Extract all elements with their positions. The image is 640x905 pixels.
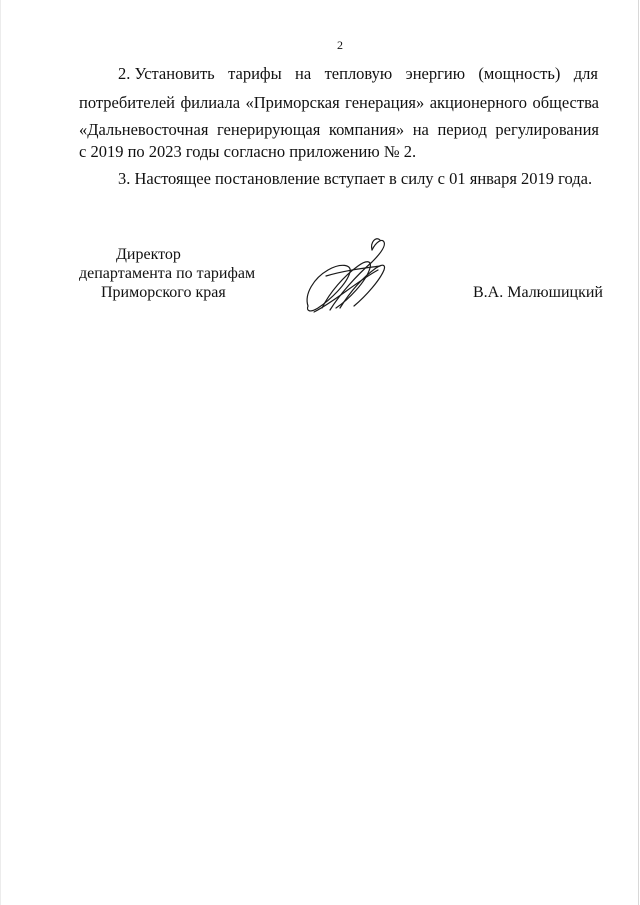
word: генерация» [345,93,425,112]
word: филиала [180,93,241,112]
signatory-title-line-1: Директор [116,246,181,263]
word: энергию [405,64,466,83]
scan-edge-right [638,0,639,905]
item-2-line-2 [79,93,599,113]
word: «Приморская [245,93,340,112]
signatory-title-line-2: департамента по тарифам [79,265,256,282]
word: на [412,120,429,139]
word: тепловую [324,64,393,83]
word: генерирующая [216,120,321,139]
word: «Дальневосточная [79,120,209,139]
signatory-title-line-3: Приморского края [101,284,226,301]
word: общества [532,93,599,112]
word: регулирования [495,120,599,139]
word: акционерного [429,93,528,112]
word: компания» [328,120,405,139]
item-2-line-3 [79,120,599,140]
item-2-line-1 [118,64,598,84]
word: тарифы [228,64,282,83]
word: (мощность) [478,64,561,83]
page-number: 2 [337,38,343,52]
item-2-line-4: с 2019 по 2023 годы согласно приложению № 2. [79,142,417,161]
signatory-name: В.А. Малюшицкий [473,284,603,301]
word: 2. Установить [118,64,215,83]
item-3: 3. Настоящее постановление вступает в силу с 01 января 2019 года. [118,169,593,188]
word: на [295,64,312,83]
word: для [573,64,598,83]
handwritten-signature [300,232,400,320]
scan-edge-left [0,0,1,905]
word: период [437,120,487,139]
word: потребителей [79,93,175,112]
